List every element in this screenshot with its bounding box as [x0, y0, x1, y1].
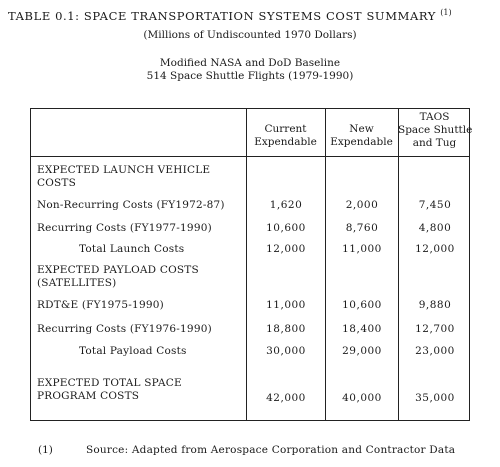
cell-value: 12,000	[266, 243, 306, 255]
cell-value: 35,000	[415, 392, 455, 404]
row-label: Recurring Costs (FY1977-1990)	[37, 222, 212, 234]
section-heading-launch: EXPECTED LAUNCH VEHICLE	[37, 164, 211, 176]
cost-summary-table	[30, 108, 473, 421]
section-heading-payload: EXPECTED PAYLOAD COSTS	[37, 264, 199, 276]
cell-value: 10,600	[266, 222, 306, 234]
table-title-text: TABLE 0.1: SPACE TRANSPORTATION SYSTEMS COST SUMMARY	[8, 8, 436, 23]
header-divider	[31, 156, 469, 157]
section-heading-total: EXPECTED TOTAL SPACE	[37, 377, 182, 389]
cell-value: 18,800	[266, 323, 306, 335]
table-title	[8, 8, 452, 23]
section-heading-payload-cont: (SATELLITES)	[37, 277, 117, 289]
cell-value: 18,400	[342, 323, 382, 335]
column-header-current-expendable: Current Expendable	[254, 123, 317, 148]
cell-value: 7,450	[418, 199, 452, 211]
cell-value: 4,800	[418, 222, 452, 234]
cell-value: 8,760	[345, 222, 379, 234]
cell-value: 9,880	[418, 299, 452, 311]
units-subtitle: (Millions of Undiscounted 1970 Dollars)	[143, 29, 357, 41]
cell-value: 40,000	[342, 392, 382, 404]
column-header-taos-shuttle-tug: TAOS Space Shuttle and Tug	[398, 111, 473, 149]
title-footnote-marker: (1)	[440, 8, 452, 17]
footnote-marker: (1)	[38, 444, 53, 456]
row-label: Non-Recurring Costs (FY1972-87)	[37, 199, 225, 211]
cell-value: 30,000	[266, 345, 306, 357]
row-label: Recurring Costs (FY1976-1990)	[37, 323, 212, 335]
section-heading-launch-cont: COSTS	[37, 177, 77, 189]
cell-value: 23,000	[415, 345, 455, 357]
baseline-line-2: 514 Space Shuttle Flights (1979-1990)	[146, 70, 354, 82]
cell-value: 1,620	[269, 199, 303, 211]
cell-value: 12,000	[415, 243, 455, 255]
cell-value: 42,000	[266, 392, 306, 404]
cell-value: 11,000	[342, 243, 382, 255]
baseline-line-1: Modified NASA and DoD Baseline	[159, 57, 341, 69]
column-header-new-expendable: New Expendable	[330, 123, 393, 148]
cell-value: 11,000	[266, 299, 306, 311]
cell-value: 2,000	[345, 199, 379, 211]
row-label-total: Total Launch Costs	[79, 243, 185, 255]
cell-value: 10,600	[342, 299, 382, 311]
row-label-total: Total Payload Costs	[79, 345, 187, 357]
row-label: RDT&E (FY1975-1990)	[37, 299, 164, 311]
section-heading-total-cont: PROGRAM COSTS	[37, 390, 140, 402]
cell-value: 29,000	[342, 345, 382, 357]
cell-value: 12,700	[415, 323, 455, 335]
footnote-text: Source: Adapted from Aerospace Corporation and Contractor Data	[86, 444, 456, 456]
